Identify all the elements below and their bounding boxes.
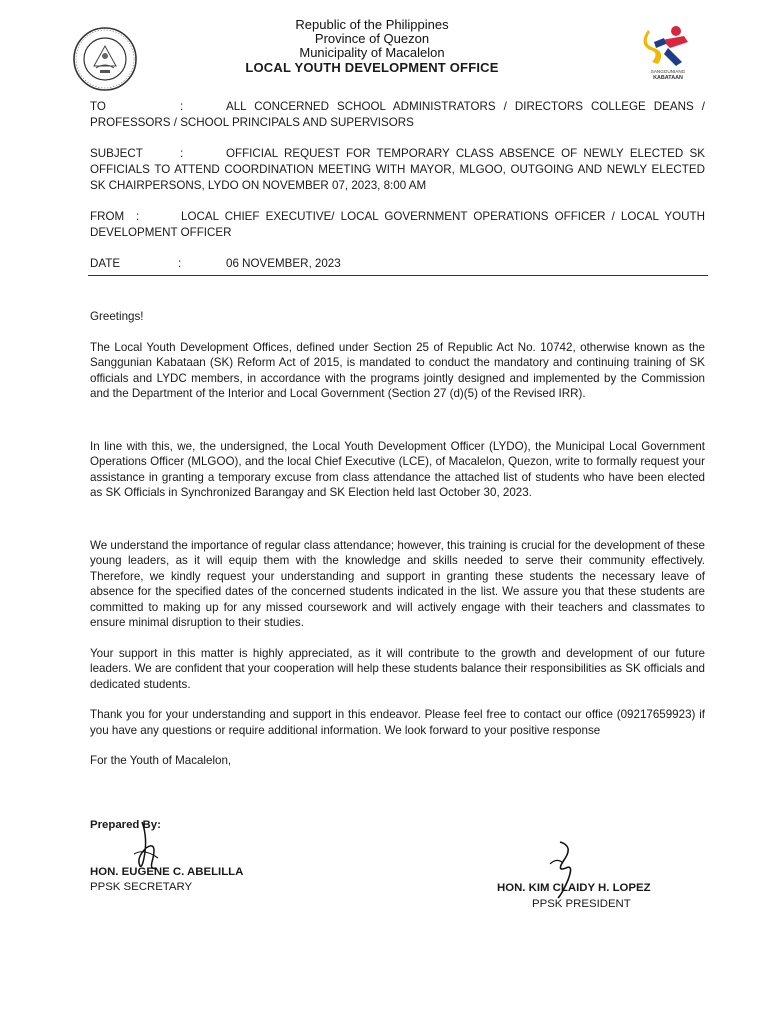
paragraph-1: The Local Youth Development Offices, defined under Section 25 of Republic Act No. 10742, otherwise known as the Sanggunian Kabataan (SK) Reform Act of 2015, is mandated to conduct the mandatory and continuing training of SK officials and LYDC members, in accordance with the programs jointly designed and implemented by the Commission and the Department of the Interior and Local Government (Section 27 (d)(5) of the Revised IRR). [90, 340, 705, 400]
office-title: LOCAL YOUTH DEVELOPMENT OFFICE [245, 60, 499, 75]
date-value: 06 NOVEMBER, 2023 [226, 257, 341, 270]
sk-logo-icon [640, 22, 696, 80]
memo-date [90, 256, 705, 272]
letterhead [200, 18, 544, 75]
memo-from [90, 209, 705, 241]
memo-header [90, 99, 705, 287]
letter-body [90, 309, 705, 769]
letterhead-line-republic: Republic of the Philippines [295, 17, 449, 32]
to-value: ALL CONCERNED SCHOOL ADMINISTRATORS / DIRECTORS COLLEGE DEANS / PROFESSORS / SCHOOL PRINCIPALS AND SUPERVISORS [90, 100, 705, 129]
president-name: HON. KIM CLAIDY H. LOPEZ [497, 882, 651, 894]
from-value: LOCAL CHIEF EXECUTIVE/ LOCAL GOVERNMENT OPERATIONS OFFICER / LOCAL YOUTH DEVELOPMENT OFFICER [90, 210, 705, 239]
to-colon: : [180, 100, 184, 113]
greeting: Greetings! [90, 310, 144, 323]
subject-label: SUBJECT [90, 147, 143, 160]
svg-text:SANGGUNIANG: SANGGUNIANG [650, 69, 686, 74]
secretary-name: HON. EUGENE C. ABELILLA [90, 865, 244, 878]
municipal-seal-icon [72, 26, 138, 92]
memo-to [90, 99, 705, 131]
to-label: TO [90, 100, 106, 113]
svg-text:KABATAAN: KABATAAN [653, 75, 683, 80]
president-title: PPSK PRESIDENT [532, 897, 631, 910]
subject-value: OFFICIAL REQUEST FOR TEMPORARY CLASS ABSENCE OF NEWLY ELECTED SK OFFICIALS TO ATTEND COORDINATION MEETING WITH MAYOR, MLGOO, OUTGOING AND NEWLY ELECTED SK CHAIRPERSONS, LYDO ON NOVEMBER 07, 2023, 8:00 AM [90, 147, 705, 192]
header-divider [88, 275, 708, 276]
date-colon: : [178, 257, 182, 270]
secretary-title: PPSK SECRETARY [90, 881, 193, 893]
from-colon: : [136, 210, 140, 223]
paragraph-5: Thank you for your understanding and support in this endeavor. Please feel free to contact our office (09217659923) if you have any questions or require additional information. We look forward to your positive response [90, 708, 705, 737]
letterhead-line-municipality: Municipality of Macalelon [299, 45, 445, 60]
signatory-secretary [90, 818, 243, 896]
prepared-by-label: Prepared By: [90, 819, 161, 831]
subject-colon: : [180, 147, 184, 160]
memo-subject [90, 146, 705, 194]
letterhead-line-province: Province of Quezon [314, 31, 430, 46]
signatory-president [497, 881, 651, 912]
paragraph-4: Your support in this matter is highly appreciated, as it will contribute to the growth and development of our future leaders. We are confident that your cooperation will help these students balance their responsibilities as SK officials and dedicated students. [90, 646, 705, 691]
date-label: DATE [90, 257, 121, 270]
paragraph-2: In line with this, we, the undersigned, the Local Youth Development Officer (LYDO), the Municipal Local Government Operations Officer (MLGOO), and the local Chief Executive (LCE), of Macalelon, Quezon, write to formally request your assistance in granting a temporary excuse from class attendance the attached list of students who have been elected as SK Officials in Synchronized Barangay and SK Election held last October 30, 2023. [90, 439, 705, 499]
paragraph-3: We understand the importance of regular class attendance; however, this training is crucial for the development of these young leaders, as it will equip them with the knowledge and skills needed to serve their community effectively. Therefore, we kindly request your understanding and support in granting these students the necessary leave of absence for the specified dates of the concerned students indicated in the list. We assure you that these students are committed to making up for any missed coursework and will actively engage with their teachers and classmates to ensure minimal disruption to their studies. [90, 538, 705, 629]
closing-line: For the Youth of Macalelon, [90, 754, 232, 767]
from-label: FROM [90, 210, 125, 223]
